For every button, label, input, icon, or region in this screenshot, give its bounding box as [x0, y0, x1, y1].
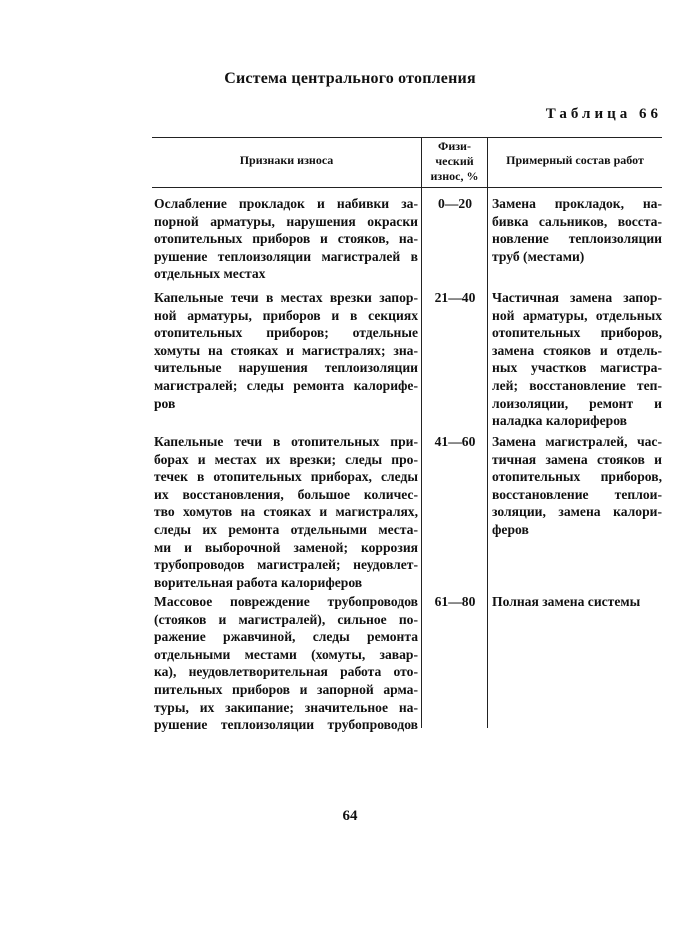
- header-wear-line: износ, %: [430, 169, 479, 183]
- row-1-wear: 0—20: [438, 196, 472, 211]
- row-2-signs: Капельные течи в местах врезки запор- ной арматуры, приборов и в секциях отопительных приборов; отдельные хомуты на стояках и магистралях; зна- чительные нарушения теплоизоляции магистралей; следы ремонта калорифе- ров: [154, 290, 418, 411]
- table-top-rule: [152, 137, 662, 138]
- page-number: 64: [342, 808, 358, 824]
- page-title: Система центрального отопления: [224, 70, 476, 87]
- row-1-signs: Ослабление прокладок и набивки за- порной арматуры, нарушения окраски отопительных приборов и стояков, на- рушение теплоизоляции магистралей в отдельных местах: [154, 196, 418, 282]
- header-wear-line: ческий: [435, 154, 474, 168]
- row-3-signs: Капельные течи в отопительных при- борах и местах их врезки; следы про- течек в отопительных приборах, следы их восстановления, большое количес- тво хомутов на стояках и магистралях, следы их ремонта отдельными места- ми и выборочной заменой; коррозия трубопроводов магистралей; неудовлет- ворительная работа калориферов: [154, 434, 418, 590]
- header-signs: Признаки износа: [239, 153, 334, 167]
- header-bottom-rule: [152, 187, 662, 188]
- row-1-works: Замена прокладок, на- бивка сальников, восста- новление теплоизоляции труб (местами): [492, 196, 662, 264]
- header-wear: [422, 139, 487, 184]
- row-2-works: Частичная замена запор- ной арматуры, отдельных отопительных приборов, замена стояков и отдель- ных участков магистра- лей; восстановление теп- лоизоляции, ремонт и наладка калориферов: [492, 290, 662, 429]
- table-label: Таблица 66: [545, 106, 662, 122]
- row-4-wear: 61—80: [434, 594, 476, 609]
- header-works: Примерный состав работ: [506, 153, 644, 167]
- row-4-works: Полная замена системы: [492, 594, 641, 609]
- row-3-wear: 41—60: [434, 434, 476, 449]
- header-wear-line: Физи-: [438, 139, 471, 153]
- row-4-signs: Массовое повреждение трубопроводов (стояков и магистралей), сильное по- ражение ржавчиной, следы ремонта отдельными местами (хомуты, завар- ка), неудовлетворительная работа ото- пительных приборов и запорной арма- туры, их закипание; значительное на- рушение теплоизоляции трубопроводов: [154, 594, 418, 733]
- row-3-works: Замена магистралей, час- тичная замена стояков и отопительных приборов, восстановление теплои- золяции, замена калори- феров: [492, 434, 662, 537]
- row-2-wear: 21—40: [434, 290, 476, 305]
